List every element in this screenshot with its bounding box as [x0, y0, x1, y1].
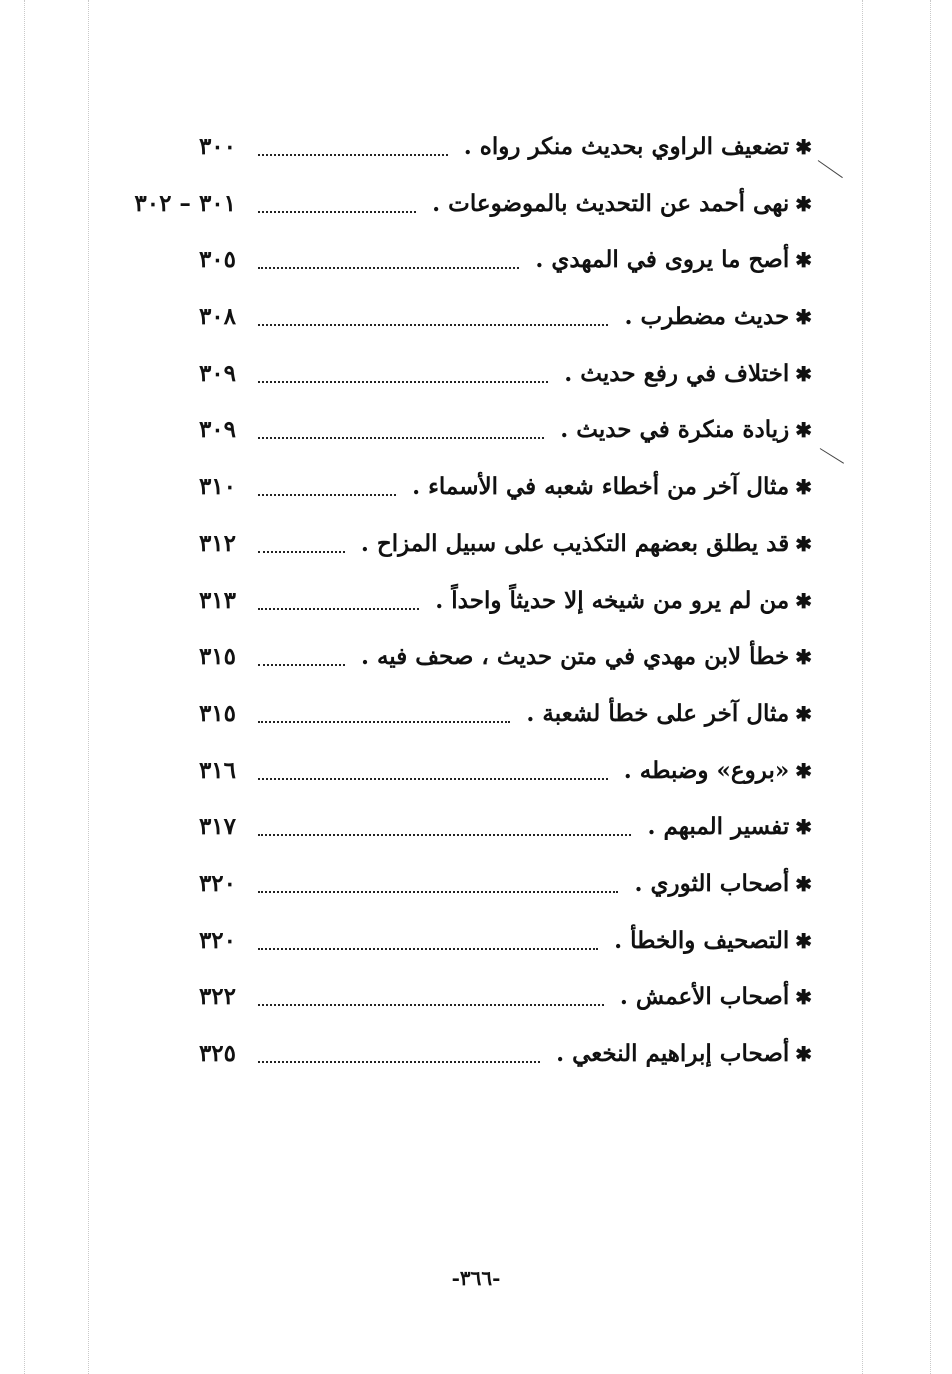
asterisk-bullet-icon: ✱ [795, 531, 812, 556]
asterisk-bullet-icon: ✱ [795, 191, 812, 216]
asterisk-bullet-icon: ✱ [795, 815, 812, 840]
asterisk-bullet-icon: ✱ [795, 305, 812, 330]
toc-entry-page: ٣٠٨ [198, 303, 236, 331]
toc-entry [0, 798, 952, 855]
dot-leader [258, 1061, 540, 1063]
toc-entry-page: ٣٠٩ [198, 416, 236, 444]
toc-entry [0, 685, 952, 742]
toc-entry-text: «بروع» وضبطه . [623, 756, 790, 784]
asterisk-bullet-icon: ✱ [795, 645, 812, 670]
toc-entry-page: ٣٠١ – ٣٠٢ [134, 189, 236, 217]
toc-entry-title [464, 132, 812, 162]
asterisk-bullet-icon: ✱ [795, 135, 812, 159]
asterisk-bullet-icon: ✱ [795, 985, 812, 1010]
toc-entry [0, 968, 952, 1025]
dot-leader [258, 834, 631, 836]
toc-entry-title [624, 302, 812, 332]
dot-leader [258, 551, 345, 553]
dot-leader [258, 267, 519, 269]
toc-entry-page: ٣٠٩ [198, 359, 236, 387]
toc-entry-text: أصحاب الثوري . [634, 869, 790, 897]
dot-leader [258, 381, 548, 383]
toc-entry-text: أصح ما يروى في المهدي . [535, 246, 790, 274]
toc-entry-text: اختلاف في رفع حديث . [564, 359, 790, 387]
toc-entry-text: نهى أحمد عن التحديث بالموضوعات . [432, 189, 790, 217]
toc-entry [0, 231, 952, 288]
toc-entry-text: حديث مضطرب . [624, 303, 790, 331]
toc-entry [0, 628, 952, 685]
toc-entry-page: ٣٢٢ [198, 983, 236, 1011]
toc-entry-page: ٣٠٥ [198, 246, 236, 274]
toc-entry [0, 1025, 952, 1082]
toc-entry-page: ٣١٦ [198, 756, 236, 784]
toc-entry [0, 401, 952, 458]
asterisk-bullet-icon: ✱ [795, 758, 812, 783]
asterisk-bullet-icon: ✱ [795, 871, 812, 896]
toc-entry [0, 345, 952, 402]
toc-entry-page: ٣٢٠ [198, 869, 236, 897]
toc-entry-page: ٣١٠ [198, 473, 236, 501]
toc-entry [0, 855, 952, 912]
toc-entry-title [564, 359, 812, 389]
toc-entry-page: ٣١٢ [198, 529, 236, 557]
toc-entry-title [560, 415, 812, 445]
dot-leader [258, 437, 544, 439]
toc-entry-title [412, 472, 812, 502]
toc-entry [0, 912, 952, 969]
toc-entry-page: ٣٢٥ [198, 1040, 236, 1067]
toc-entry [0, 515, 952, 572]
toc-entry-text: تفسير المبهم . [647, 813, 790, 841]
toc-entry [0, 175, 952, 232]
toc-entry [0, 288, 952, 345]
toc-entry-title [432, 189, 812, 219]
toc-entry-title [361, 642, 812, 672]
toc-entry-title [361, 529, 812, 559]
toc-entry-text: قد يطلق بعضهم التكذيب على سبيل المزاح . [360, 529, 790, 557]
dot-leader [258, 948, 598, 950]
dot-leader [258, 494, 396, 496]
toc-entry-text: أصحاب إبراهيم النخعي . [556, 1040, 790, 1067]
toc-entry-title [435, 586, 812, 616]
toc-entry-page: ٣٢٠ [198, 926, 236, 954]
dot-leader [258, 211, 416, 213]
asterisk-bullet-icon: ✱ [795, 1042, 812, 1066]
toc-entry-text: تضعيف الراوي بحديث منكر رواه . [463, 133, 790, 160]
dot-leader [258, 778, 608, 780]
dot-leader [258, 1004, 604, 1006]
toc-entry-page: ٣١٣ [198, 586, 236, 614]
toc-entry-text: زيادة منكرة في حديث . [560, 416, 790, 444]
asterisk-bullet-icon: ✱ [795, 588, 812, 613]
toc-entry [0, 572, 952, 629]
toc-entry-page: ٣١٥ [198, 643, 236, 671]
toc-entry-title [647, 812, 812, 842]
toc-entry-title [620, 982, 812, 1012]
toc-entry-text: مثال آخر من أخطاء شعبه في الأسماء . [412, 473, 790, 501]
toc-entry-page: ٣١٧ [198, 813, 236, 841]
toc-entry [0, 742, 952, 799]
toc-entry-title [614, 926, 812, 956]
toc-entry-page: ٣٠٠ [198, 133, 236, 160]
toc-entry-text: التصحيف والخطأ . [614, 926, 790, 954]
page-number: -٣٦٦- [451, 1266, 501, 1290]
dot-leader [258, 664, 345, 666]
toc-entry-title [535, 245, 812, 275]
toc-entry [0, 458, 952, 515]
toc-entry-title [624, 756, 812, 786]
dot-leader [258, 154, 448, 156]
toc-entry-text: أصحاب الأعمش . [619, 983, 790, 1011]
toc-entry-text: مثال آخر على خطأ لشعبة . [526, 699, 790, 727]
toc-entry-text: من لم يرو من شيخه إلا حديثاً واحداً . [435, 586, 790, 614]
asterisk-bullet-icon: ✱ [795, 248, 812, 273]
toc-entry-title [526, 699, 812, 729]
asterisk-bullet-icon: ✱ [795, 361, 812, 386]
dot-leader [258, 721, 510, 723]
dot-leader [258, 891, 618, 893]
toc-entry-text: خطأ لابن مهدي في متن حديث ، صحف فيه . [360, 643, 790, 671]
toc-entry-title [634, 869, 812, 899]
asterisk-bullet-icon: ✱ [795, 928, 812, 953]
toc-entry-page: ٣١٥ [198, 699, 236, 727]
dot-leader [258, 608, 419, 610]
asterisk-bullet-icon: ✱ [795, 701, 812, 726]
table-of-contents [0, 118, 952, 1082]
dot-leader [258, 324, 608, 326]
toc-entry-title [556, 1039, 812, 1069]
toc-entry [0, 118, 952, 175]
asterisk-bullet-icon: ✱ [795, 418, 812, 443]
asterisk-bullet-icon: ✱ [795, 475, 812, 500]
